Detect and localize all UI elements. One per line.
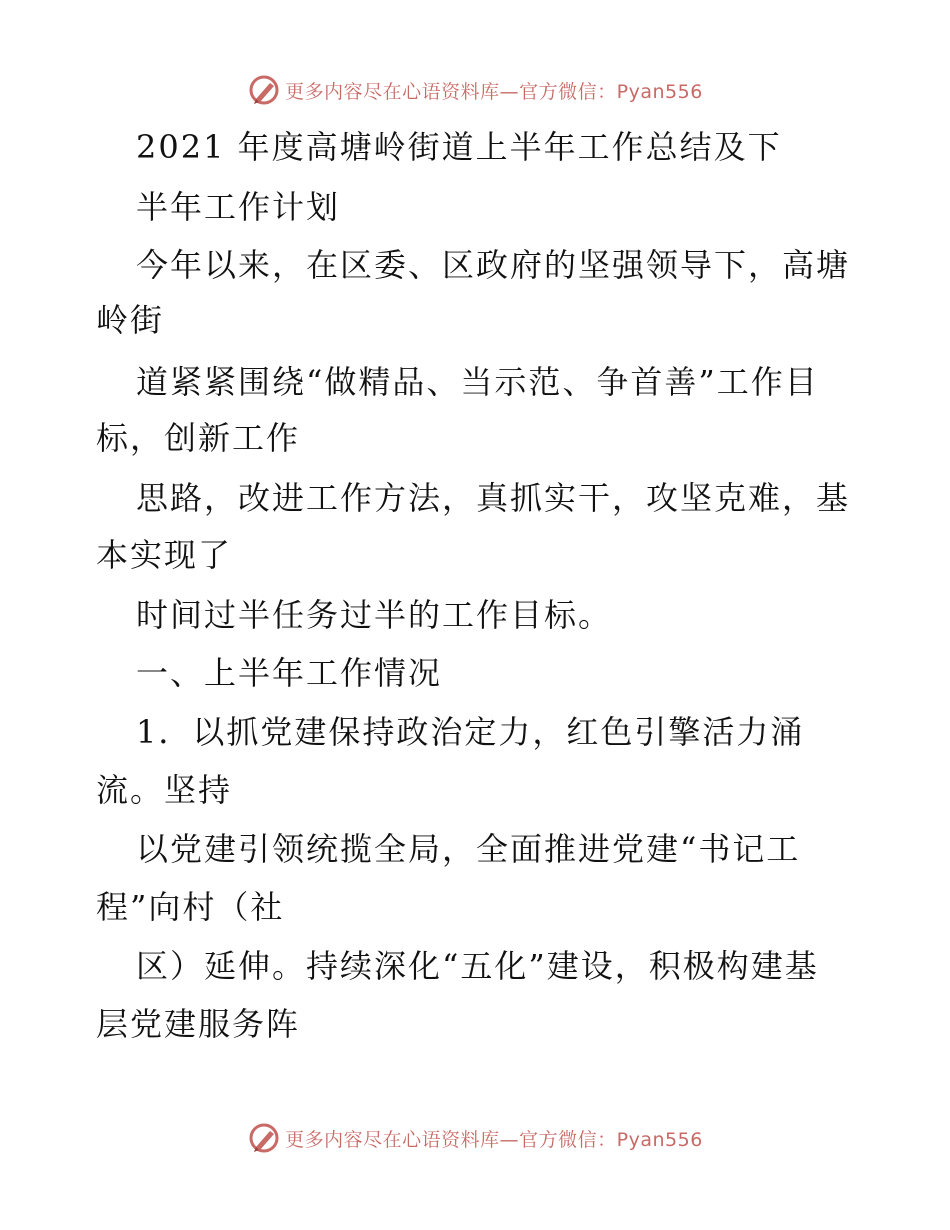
paragraph-line: 岭街 [96,301,165,339]
paragraph-line: 本实现了 [96,536,233,574]
footer-banner [0,1118,950,1158]
header-banner-text: 更多内容尽在心语资料库—官方微信：Pyan556 [285,80,703,103]
footer-banner-text: 更多内容尽在心语资料库—官方微信：Pyan556 [285,1128,703,1151]
paragraph-line: 时间过半任务过半的工作目标。 [136,596,613,634]
paragraph-line: 道紧紧围绕“做精品、当示范、争首善”工作目 [136,363,819,401]
paragraph-line: 层党建服务阵 [96,1005,301,1043]
paragraph-line: 标，创新工作 [96,419,301,457]
paragraph-line: 流。坚持 [96,771,233,809]
paragraph-line: 1．以抓党建保持政治定力，红色引擎活力涌 [136,713,805,751]
document-title-line: 半年工作计划 [136,188,341,226]
paragraph-line: 程”向村（社 [96,888,285,926]
pen-logo-icon [247,1121,281,1155]
document-title-line: 2021 年度高塘岭街道上半年工作总结及下 [136,128,782,166]
paragraph-line: 今年以来，在区委、区政府的坚强领导下，高塘 [136,246,851,284]
pen-logo-icon [247,73,281,107]
paragraph-line: 以党建引领统揽全局，全面推进党建“书记工 [136,830,801,868]
header-banner [0,70,950,110]
section-heading: 一、上半年工作情况 [136,654,443,692]
paragraph-line: 思路，改进工作方法，真抓实干，攻坚克难，基 [136,479,851,517]
paragraph-line: 区）延伸。持续深化“五化”建设，积极构建基 [136,947,819,985]
